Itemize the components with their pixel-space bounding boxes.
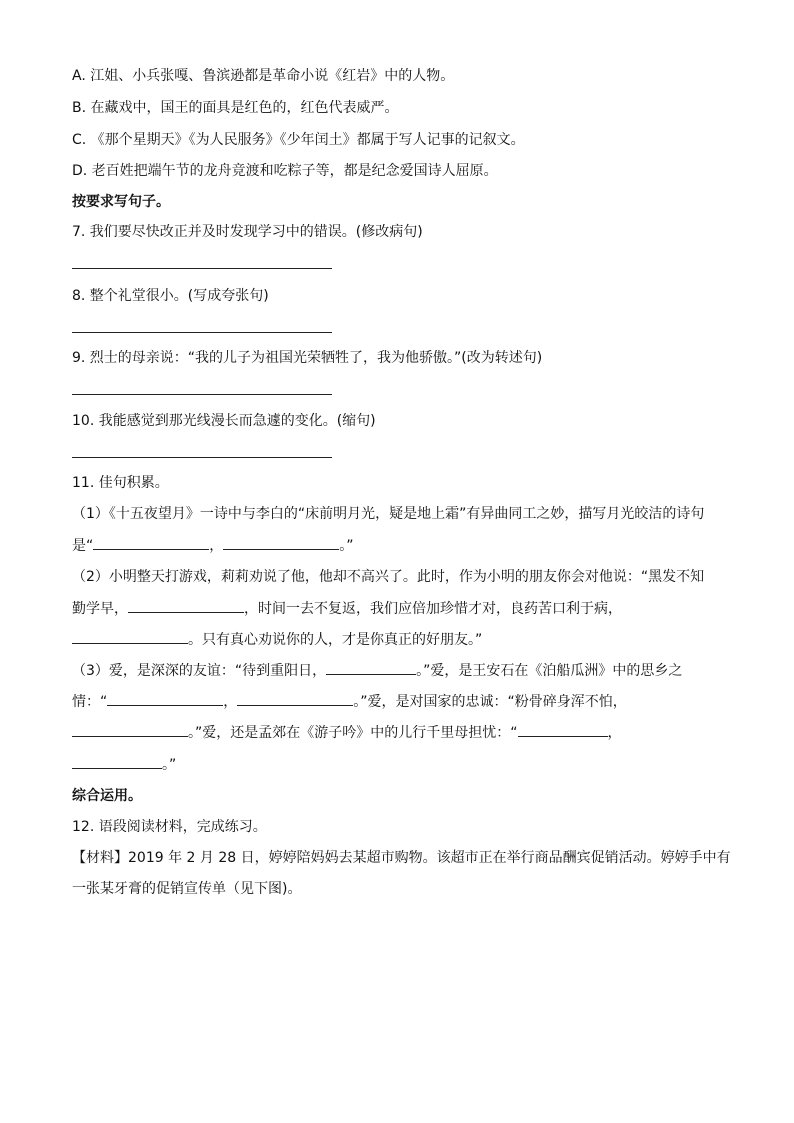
fill-blank[interactable]: [518, 722, 608, 737]
answer-line-7[interactable]: [72, 268, 332, 269]
option-d: D. 老百姓把端午节的龙舟竞渡和吃粽子等，都是纪念爱国诗人屈原。: [72, 163, 498, 179]
q11-part1-line1: （1）《十五夜望月》一诗中与李白的“床前明月光，疑是地上霜”有异曲同工之妙，描写月光皎洁的诗句: [72, 506, 705, 522]
q11-part3-line1: [72, 660, 682, 681]
text: 。”爱，还是孟郊在《游子吟》中的儿行千里母担忧：“: [188, 725, 518, 741]
text: ，: [223, 694, 238, 710]
text: 勤学早，: [72, 601, 128, 617]
fill-blank[interactable]: [223, 535, 339, 550]
question-12: 12. 语段阅读材料，完成练习。: [72, 819, 267, 835]
option-a: A. 江姐、小兵张嘎、鲁滨逊都是革命小说《红岩》中的人物。: [72, 68, 455, 84]
text: 是“: [72, 538, 94, 554]
text: 。”爱，是对国家的忠诚：“粉骨碎身浑不怕，: [353, 694, 627, 710]
text: 。”爱，是王安石在《泊船瓜洲》中的思乡之: [416, 663, 683, 679]
fill-blank[interactable]: [72, 629, 188, 644]
q11-part2-line3: [72, 629, 482, 650]
text: ，: [209, 538, 224, 554]
answer-line-8[interactable]: [72, 332, 332, 333]
option-b: B. 在藏戏中，国王的面具是红色的，红色代表威严。: [72, 100, 399, 116]
answer-line-9[interactable]: [72, 394, 332, 395]
q11-part3-line2: [72, 691, 627, 712]
fill-blank[interactable]: [237, 691, 353, 706]
question-11-title: 11. 佳句积累。: [72, 475, 169, 491]
fill-blank[interactable]: [326, 660, 416, 675]
text: ，: [607, 725, 622, 741]
text: ，时间一去不复返，我们应倍加珍惜才对，良药苦口利于病，: [244, 601, 622, 617]
q11-part2-line1: （2）小明整天打游戏，莉莉劝说了他，他却不高兴了。此时，作为小明的朋友你会对他说：“黑发不知: [72, 569, 705, 585]
text: 。”: [162, 757, 177, 773]
fill-blank[interactable]: [72, 722, 188, 737]
material-line2: 一张某牙膏的促销宣传单（见下图)。: [72, 881, 302, 897]
option-c: C. 《那个星期天》《为人民服务》《少年闰土》都属于写人记事的记叙文。: [72, 132, 525, 148]
question-7: 7. 我们要尽快改正并及时发现学习中的错误。(修改病句): [72, 224, 423, 240]
fill-blank[interactable]: [93, 535, 209, 550]
question-10: 10. 我能感觉到那光线漫长而急遽的变化。(缩句): [72, 413, 376, 429]
answer-line-10[interactable]: [72, 457, 332, 458]
material-line1: 【材料】2019 年 2 月 28 日，婷婷陪妈妈去某超市购物。该超市正在举行商品酬宾促销活动。婷婷手中有: [72, 850, 731, 866]
section-heading-rewrite: 按要求写句子。: [72, 194, 170, 210]
fill-blank[interactable]: [107, 691, 223, 706]
q11-part2-line2: [72, 598, 622, 619]
text: 情：“: [72, 694, 108, 710]
text: 。只有真心劝说你的人，才是你真正的好朋友。”: [188, 632, 483, 648]
text: （3）爱，是深深的友谊：“待到重阳日，: [72, 663, 327, 679]
text: 。”: [339, 538, 354, 554]
fill-blank[interactable]: [128, 598, 244, 613]
question-8: 8. 整个礼堂很小。(写成夸张句): [72, 288, 269, 304]
q11-part3-line3: [72, 722, 622, 743]
question-9: 9. 烈士的母亲说：“我的儿子为祖国光荣牺牲了，我为他骄傲。”(改为转述句): [72, 350, 543, 366]
q11-part1-line2: [72, 535, 354, 556]
fill-blank[interactable]: [72, 754, 162, 769]
section-heading-apply: 综合运用。: [72, 788, 142, 804]
q11-part3-line4: [72, 754, 176, 775]
